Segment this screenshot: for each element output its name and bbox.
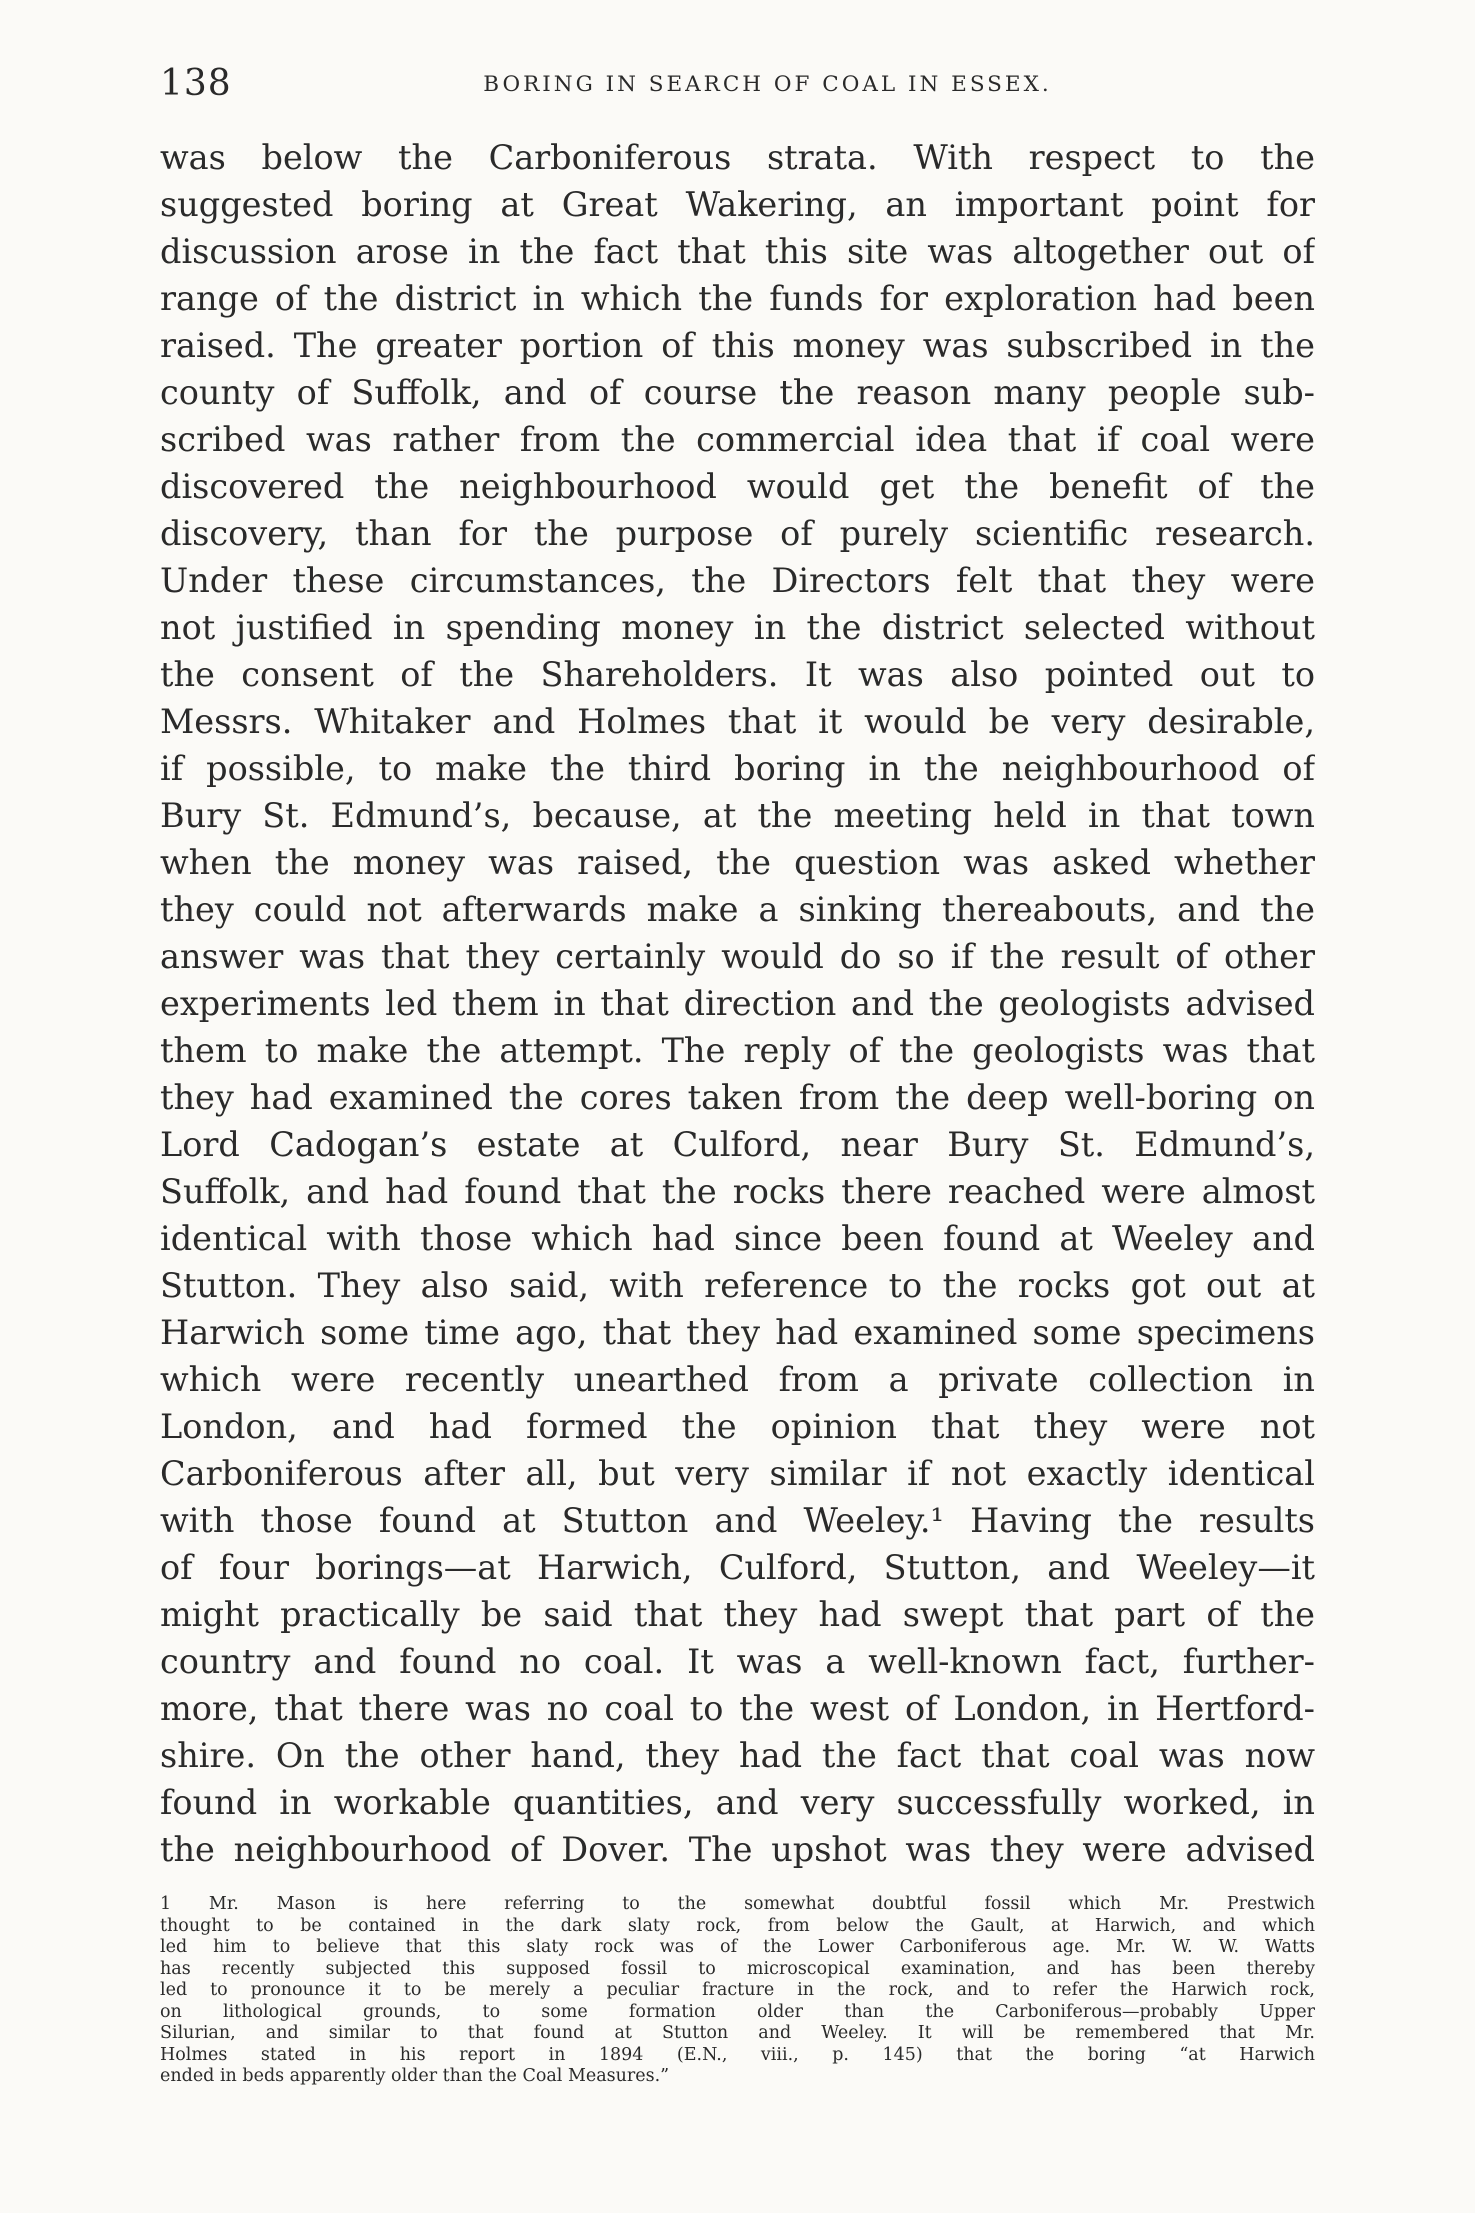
text-line: discussion arose in the fact that this site was altogether out of <box>160 232 1315 271</box>
text-line: if possible, to make the third boring in the neighbourhood of <box>160 749 1315 788</box>
text-line: country and found no coal. It was a well-known fact, further- <box>160 1642 1315 1681</box>
text-line: when the money was raised, the question was asked whether <box>160 843 1315 882</box>
text-line: Messrs. Whitaker and Holmes that it would be very desirable, <box>160 702 1315 741</box>
footnote-line: has recently subjected this supposed fossil to microscopical examination, and has been thereby <box>160 1958 1315 1979</box>
text-line: Suffolk, and had found that the rocks there reached were almost <box>160 1172 1315 1211</box>
text-line: Lord Cadogan’s estate at Culford, near Bury St. Edmund’s, <box>160 1125 1315 1164</box>
text-line: with those found at Stutton and Weeley.¹ Having the results <box>160 1501 1315 1540</box>
text-line: Under these circumstances, the Directors felt that they were <box>160 561 1315 600</box>
text-line: raised. The greater portion of this money was subscribed in the <box>160 326 1315 365</box>
footnotes <box>160 1894 1315 2088</box>
running-head: BORING IN SEARCH OF COAL IN ESSEX. <box>483 72 1052 97</box>
text-line: was below the Carboniferous strata. With respect to the <box>160 138 1315 177</box>
footnote-line: led to pronounce it to be merely a peculiar fracture in the rock, and to refer the Harwich rock, <box>160 1980 1315 2000</box>
book-page <box>160 62 1315 2162</box>
text-line: Carboniferous after all, but very similar if not exactly identical <box>160 1454 1315 1493</box>
text-line: discovered the neighbourhood would get the benefit of the <box>160 467 1315 506</box>
footnote-line: 1 Mr. Mason is here referring to the somewhat doubtful fossil which Mr. Prestwich <box>160 1894 1315 1914</box>
footnote-line: ended in beds apparently older than the Coal Measures.” <box>160 2066 670 2086</box>
text-line: Harwich some time ago, that they had examined some specimens <box>160 1313 1315 1352</box>
text-line: not justified in spending money in the district selected without <box>160 608 1315 647</box>
text-line: more, that there was no coal to the west of London, in Hertford- <box>160 1689 1315 1728</box>
text-line: they could not afterwards make a sinking thereabouts, and the <box>160 890 1315 929</box>
text-line: the neighbourhood of Dover. The upshot was they were advised <box>160 1830 1315 1869</box>
text-line: London, and had formed the opinion that they were not <box>160 1407 1315 1446</box>
text-line: identical with those which had since been found at Weeley and <box>160 1219 1315 1258</box>
text-line: them to make the attempt. The reply of the geologists was that <box>160 1031 1315 1070</box>
text-line: which were recently unearthed from a private collection in <box>160 1360 1315 1399</box>
text-line: Stutton. They also said, with reference to the rocks got out at <box>160 1266 1315 1305</box>
text-line: they had examined the cores taken from the deep well-boring on <box>160 1078 1315 1117</box>
footnote-line: thought to be contained in the dark slaty rock, from below the Gault, at Harwich, and which <box>160 1915 1315 1936</box>
text-line: found in workable quantities, and very successfully worked, in <box>160 1783 1315 1822</box>
body-text <box>160 134 1315 1873</box>
page-header <box>160 62 1315 122</box>
footnote-line: led him to believe that this slaty rock was of the Lower Carboniferous age. Mr. W. W. Watts <box>160 1937 1315 1957</box>
text-line: discovery, than for the purpose of purely scientific research. <box>160 514 1315 553</box>
text-line: range of the district in which the funds for exploration had been <box>160 279 1315 318</box>
text-line: of four borings—at Harwich, Culford, Stutton, and Weeley—it <box>160 1548 1315 1587</box>
text-line: the consent of the Shareholders. It was also pointed out to <box>160 655 1315 694</box>
footnote-line: Holmes stated in his report in 1894 (E.N., viii., p. 145) that the boring “at Harwich <box>160 2044 1315 2065</box>
footnote-line: Silurian, and similar to that found at Stutton and Weeley. It will be remembered that Mr. <box>160 2023 1315 2043</box>
footnote-line: on lithological grounds, to some formation older than the Carboniferous—probably Upper <box>160 2001 1315 2022</box>
text-line: scribed was rather from the commercial idea that if coal were <box>160 420 1315 459</box>
page-number: 138 <box>160 63 232 104</box>
text-line: might practically be said that they had swept that part of the <box>160 1595 1315 1634</box>
text-line: Bury St. Edmund’s, because, at the meeting held in that town <box>160 796 1315 835</box>
text-line: experiments led them in that direction and the geologists advised <box>160 984 1315 1023</box>
text-line: answer was that they certainly would do so if the result of other <box>160 937 1315 976</box>
text-line: shire. On the other hand, they had the fact that coal was now <box>160 1736 1315 1775</box>
text-line: suggested boring at Great Wakering, an important point for <box>160 185 1315 224</box>
text-line: county of Suffolk, and of course the reason many people sub- <box>160 373 1315 412</box>
